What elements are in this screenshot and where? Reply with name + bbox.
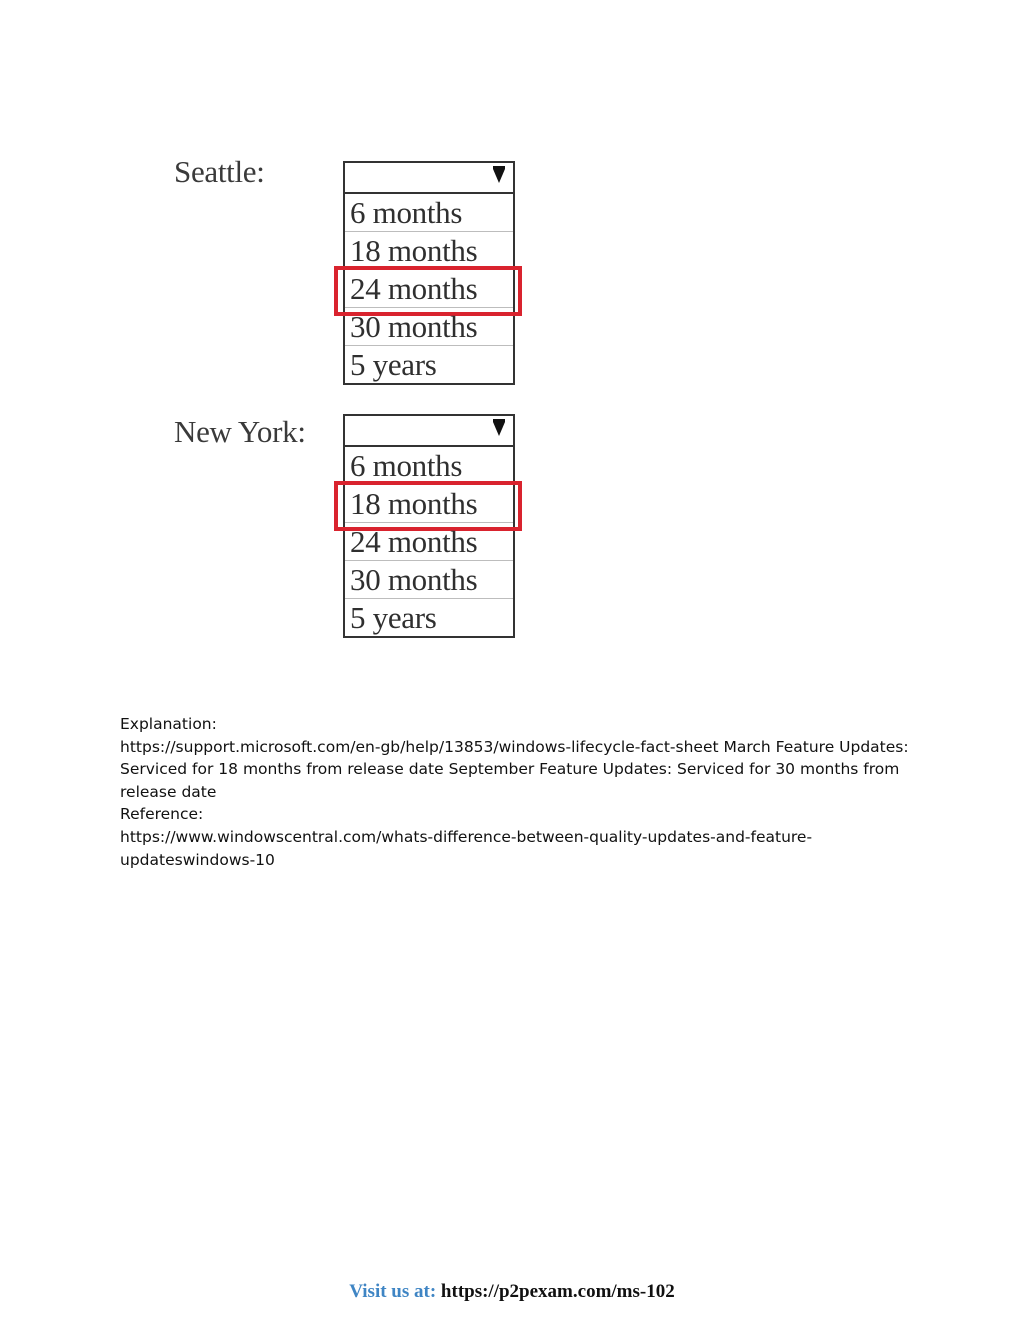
new-york-dropdown[interactable] xyxy=(343,414,515,638)
reference-heading: Reference: xyxy=(120,805,204,824)
seattle-option-30-months[interactable]: 30 months xyxy=(345,308,513,346)
reference-url: https://www.windowscentral.com/whats-difference-between-quality-updates-and-feature-updateswindows-10 xyxy=(120,827,813,869)
new-york-option-18-months-selected[interactable]: 18 months xyxy=(345,485,513,523)
footer-url-link[interactable]: https://p2pexam.com/ms-102 xyxy=(440,1281,675,1302)
explanation-body: https://support.microsoft.com/en-gb/help/13853/windows-lifecycle-fact-sheet March Feature Updates: Serviced for 18 months from release date September Feature Updates: Serviced for 30 months from release date xyxy=(120,737,909,801)
seattle-option-24-months-selected[interactable]: 24 months xyxy=(345,270,513,308)
seattle-label: Seattle: xyxy=(174,154,265,189)
caret-down-icon xyxy=(493,422,505,436)
new-york-option-24-months[interactable]: 24 months xyxy=(345,523,513,561)
caret-down-icon xyxy=(493,169,505,183)
footer-visit-label: Visit us at: xyxy=(349,1281,437,1302)
explanation-heading: Explanation: xyxy=(120,715,217,733)
seattle-option-5-years[interactable]: 5 years xyxy=(350,347,437,382)
answer-area-image xyxy=(140,140,540,660)
explanation-section xyxy=(120,713,920,871)
seattle-dropdown[interactable] xyxy=(343,161,515,385)
seattle-option-6-months[interactable]: 6 months xyxy=(345,194,513,232)
new-york-option-6-months[interactable]: 6 months xyxy=(345,447,513,485)
seattle-dropdown-header[interactable] xyxy=(345,163,513,194)
seattle-option-18-months[interactable]: 18 months xyxy=(345,232,513,270)
footer xyxy=(0,1281,1024,1303)
new-york-option-30-months[interactable]: 30 months xyxy=(345,561,513,599)
new-york-option-5-years[interactable]: 5 years xyxy=(350,600,437,635)
new-york-dropdown-header[interactable] xyxy=(345,416,513,447)
new-york-label: New York: xyxy=(174,414,306,449)
